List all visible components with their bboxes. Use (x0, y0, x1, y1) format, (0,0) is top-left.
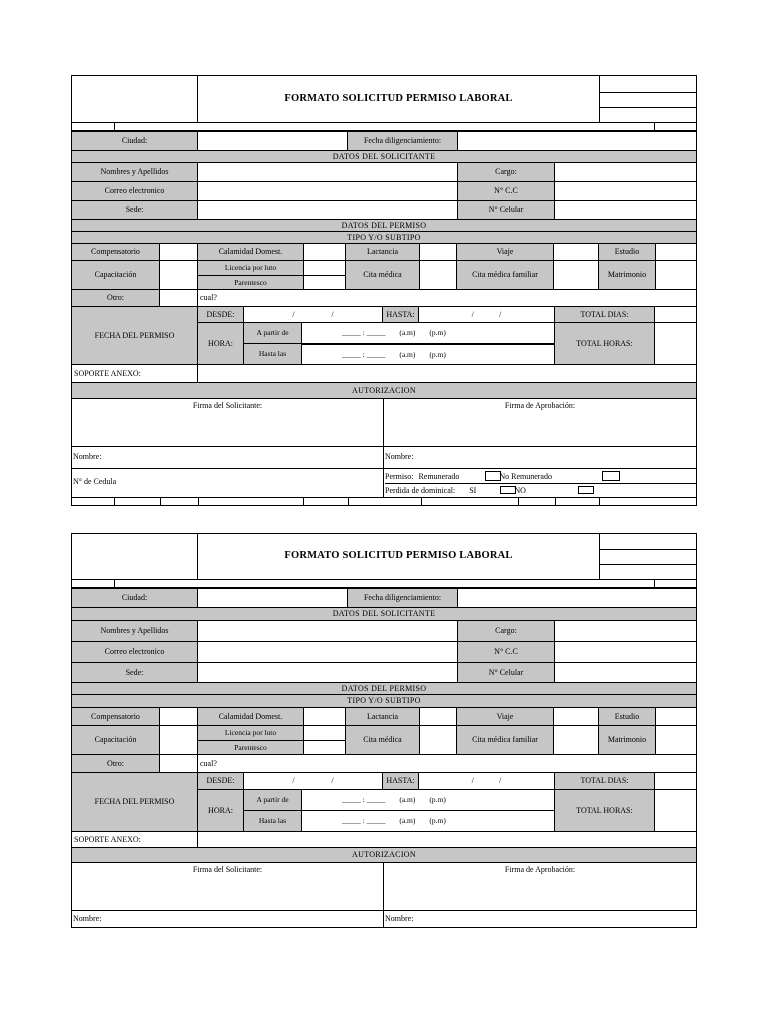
nombres-row: Nombres y Apellidos Cargo: (71, 621, 697, 642)
compensatorio-label: Compensatorio (72, 244, 160, 260)
soporte-row: SOPORTE ANEXO: (71, 832, 697, 848)
permit-form-1 (71, 75, 697, 506)
cedula-row (71, 469, 697, 498)
correo-row (71, 182, 697, 201)
total-horas-label: TOTAL HORAS: (555, 323, 655, 364)
fecha-permiso-label: FECHA DEL PERMISO (72, 307, 198, 364)
sede-field[interactable] (198, 201, 458, 219)
cita-familiar-label: Cita médica familiar (457, 261, 554, 289)
viaje-label: Viaje (457, 244, 554, 260)
tipo-row-1: Compensatorio Calamidad Domest. Lactancia Viaje Estudio (71, 708, 697, 726)
form-title: FORMATO SOLICITUD PERMISO LABORAL (198, 76, 600, 122)
no-remunerado-checkbox[interactable] (602, 471, 620, 481)
fecha-permiso-block: FECHA DEL PERMISO DESDE: / / HASTA: / / HORA: A partir de Hasta las _____ : _____ (a.m) (p.m) _____ : _____ (a.m) (p.m) TOTAL DIAS: TOTAL HORAS: (71, 773, 697, 832)
version-box (600, 534, 696, 579)
estudio-check[interactable] (656, 244, 696, 260)
matrimonio-check[interactable] (656, 726, 696, 754)
lactancia-label: Lactancia (346, 244, 420, 260)
calamidad-check[interactable] (304, 708, 346, 725)
nombre-solicitante[interactable]: Nombre: (72, 911, 384, 927)
nombres-label: Nombres y Apellidos (72, 163, 198, 181)
compensatorio-check[interactable] (160, 708, 198, 725)
estudio-check[interactable] (656, 708, 696, 725)
correo-row: Correo electronico N° C.C (71, 642, 697, 663)
permit-form-2 (71, 533, 697, 928)
hasta-field[interactable]: / / (471, 776, 502, 785)
soporte-field[interactable] (198, 365, 696, 382)
luto-fields[interactable] (304, 726, 346, 754)
compensatorio-check[interactable] (160, 244, 198, 260)
autorizacion-section: AUTORIZACION (71, 383, 697, 399)
fecha-permiso-block: FECHA DEL PERMISO DESDE: / / HASTA: / / HORA: A partir de Hasta las _____ : _____ (a.m) (p.m) _____ : _____ (a.m) (p.m) TOTAL DIAS: TOTAL HORAS: (71, 307, 697, 365)
logo-box (72, 534, 198, 579)
hasta-field[interactable]: / / (471, 309, 502, 319)
celular-field[interactable] (555, 201, 696, 219)
desde-field[interactable]: / / (244, 773, 383, 789)
form-header (71, 533, 697, 580)
total-horas-field[interactable] (655, 323, 696, 364)
cita-medica-check[interactable] (420, 726, 457, 754)
calamidad-label: Calamidad Domest. (198, 244, 304, 260)
otro-row: Otro: cual? (71, 755, 697, 773)
fecha-field[interactable] (458, 589, 696, 607)
luto-box: Licencia por luto Parentesco (198, 261, 304, 289)
cc-label: N° C.C (458, 182, 555, 200)
cc-field[interactable] (555, 182, 696, 200)
tipo-row-1 (71, 244, 697, 261)
firma-solicitante[interactable]: Firma del Solicitante: (72, 399, 384, 446)
total-horas-field[interactable] (655, 790, 696, 831)
fecha-field[interactable] (458, 132, 696, 150)
nombres-row (71, 163, 697, 182)
firma-row (71, 399, 697, 447)
sede-row: Sede: N° Celular (71, 663, 697, 683)
viaje-check[interactable] (554, 708, 599, 725)
cita-medica-label: Cita médica (346, 261, 420, 289)
cual-field[interactable]: cual? (200, 758, 217, 768)
solicitante-section: DATOS DEL SOLICITANTE (71, 151, 697, 163)
correo-field[interactable] (198, 182, 458, 200)
no-checkbox[interactable] (578, 486, 594, 494)
capacitacion-label: Capacitación (72, 261, 160, 289)
form-header (71, 75, 697, 123)
desde-field[interactable]: / / (244, 307, 383, 322)
calamidad-check[interactable] (304, 244, 346, 260)
solicitante-section: DATOS DEL SOLICITANTE (71, 608, 697, 621)
form-title: FORMATO SOLICITUD PERMISO LABORAL (198, 534, 600, 579)
cita-medica-check[interactable] (420, 261, 457, 289)
estudio-label: Estudio (599, 244, 656, 260)
nombres-field[interactable] (198, 163, 458, 181)
sede-row (71, 201, 697, 220)
tipo-section: TIPO Y/O SUBTIPO (71, 232, 697, 244)
ciudad-field[interactable] (198, 132, 348, 150)
firma-solicitante[interactable]: Firma del Solicitante: (72, 863, 384, 910)
celular-field[interactable] (555, 663, 696, 682)
ciudad-label: Ciudad: (72, 132, 198, 150)
nombre-row (71, 911, 697, 928)
total-dias-label: TOTAL DIAS: (555, 307, 655, 322)
luto-fields[interactable] (304, 261, 346, 289)
spacer-ticks (71, 123, 697, 131)
sede-label: Sede: (72, 201, 198, 219)
cual-field[interactable]: cual? (200, 293, 217, 302)
tipo-section: TIPO Y/O SUBTIPO (71, 695, 697, 708)
tipo-row-2: Capacitación Licencia por luto Parentesco Cita médica Cita médica familiar Matrimonio (71, 726, 697, 755)
permiso-section: DATOS DEL PERMISO (71, 220, 697, 232)
hora-desde[interactable]: _____ : _____ (a.m) (p.m) (302, 323, 554, 345)
version-box (600, 76, 696, 122)
autorizacion-section: AUTORIZACION (71, 848, 697, 863)
cc-field[interactable] (555, 642, 696, 662)
soporte-row (71, 365, 697, 383)
cargo-label: Cargo: (458, 163, 555, 181)
tipo-row-2 (71, 261, 697, 290)
cargo-field[interactable] (555, 621, 696, 641)
nombre-solicitante[interactable]: Nombre: (72, 447, 384, 468)
perdida-dominical: Perdida de dominical: SI NO (385, 484, 696, 496)
otro-check[interactable] (160, 755, 198, 772)
cita-familiar-check[interactable] (554, 261, 599, 289)
nombre-row (71, 447, 697, 469)
hora-hasta[interactable]: _____ : _____ (a.m) (p.m) (342, 349, 446, 359)
nombres-field[interactable] (198, 621, 458, 641)
total-dias-field[interactable] (655, 773, 696, 789)
ciudad-row (71, 131, 697, 151)
correo-label: Correo electronico (72, 182, 198, 200)
hora-label: HORA: (198, 323, 244, 364)
soporte-field[interactable] (198, 832, 696, 847)
celular-label: N° Celular (458, 201, 555, 219)
correo-field[interactable] (198, 642, 458, 662)
matrimonio-check[interactable] (656, 261, 696, 289)
otro-row (71, 290, 697, 307)
nombre-aprobador[interactable]: Nombre: (385, 914, 414, 923)
lactancia-check[interactable] (420, 244, 457, 260)
cargo-field[interactable] (555, 163, 696, 181)
permiso-section: DATOS DEL PERMISO (71, 683, 697, 695)
cita-familiar-check[interactable] (554, 726, 599, 754)
hora-desde[interactable]: _____ : _____ (a.m) (p.m) (302, 790, 554, 811)
total-dias-field[interactable] (655, 307, 696, 322)
desde-label: DESDE: (198, 307, 244, 322)
matrimonio-label: Matrimonio (599, 261, 656, 289)
cedula-field[interactable]: N° de Cedula (72, 469, 384, 497)
fecha-label: Fecha diligenciamiento: (348, 132, 458, 150)
otro-check[interactable] (160, 290, 198, 306)
hora-hasta[interactable]: _____ : _____ (a.m) (p.m) (342, 816, 446, 826)
firma-aprobacion[interactable]: Firma de Aprobación: (504, 865, 576, 874)
permiso-remunerado: Permiso: Remunerado No Remunerado (385, 469, 696, 484)
firma-aprobacion[interactable]: Firma de Aprobación: (504, 401, 576, 410)
nombre-aprobador[interactable]: Nombre: (385, 452, 414, 461)
capacitacion-check[interactable] (160, 726, 198, 754)
sede-field[interactable] (198, 663, 458, 682)
otro-label: Otro: (72, 290, 160, 306)
hasta-label: HASTA: (383, 307, 419, 322)
soporte-label: SOPORTE ANEXO: (72, 365, 198, 382)
firma-row (71, 863, 697, 911)
lactancia-check[interactable] (420, 708, 457, 725)
viaje-check[interactable] (554, 244, 599, 260)
capacitacion-check[interactable] (160, 261, 198, 289)
ciudad-row: Ciudad: Fecha diligenciamiento: (71, 588, 697, 608)
logo-box (72, 76, 198, 122)
ciudad-field[interactable] (198, 589, 348, 607)
